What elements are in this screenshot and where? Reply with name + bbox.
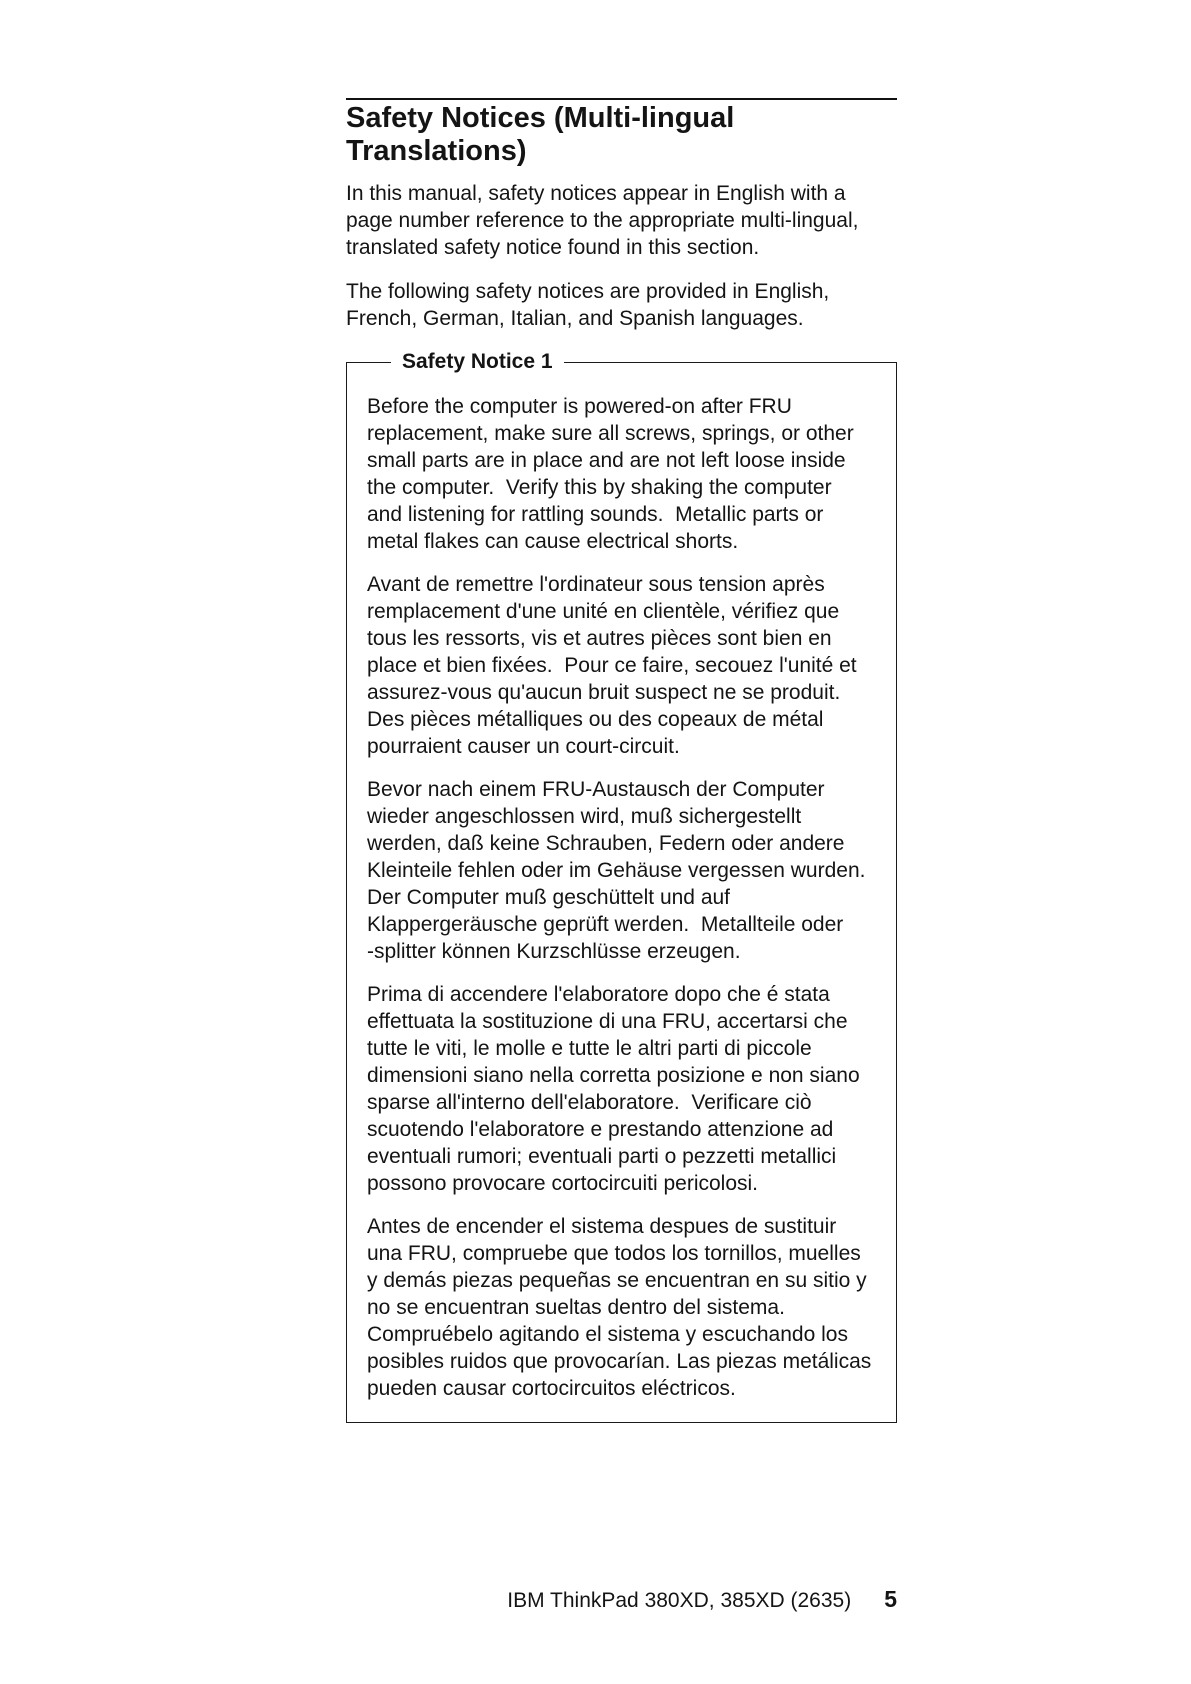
safety-notice-label: Safety Notice 1 [391, 348, 564, 375]
section-top-rule [346, 98, 897, 100]
text-line: replacement, make sure all screws, springs, or other [367, 422, 854, 445]
text-line: tous les ressorts, vis et autres pièces sont bien en [367, 627, 832, 650]
notice-paragraph-italian [367, 981, 880, 1197]
text-line: werden, daß keine Schrauben, Federn oder andere [367, 832, 845, 855]
text-line: tutte le viti, le molle e tutte le altri parti di piccole [367, 1037, 812, 1060]
text-line: y demás piezas pequeñas se encuentran en su sitio y [367, 1269, 867, 1292]
text-line: page number reference to the appropriate multi-lingual, [346, 209, 859, 232]
intro-paragraph [346, 278, 897, 332]
notice-paragraph-german [367, 776, 880, 965]
text-line: -splitter können Kurzschlüsse erzeugen. [367, 940, 741, 963]
safety-notice-box [346, 350, 897, 1423]
page-footer [346, 1586, 897, 1614]
footer-document-title: IBM ThinkPad 380XD, 385XD (2635) [507, 1589, 852, 1612]
text-line: pourraient causer un court-circuit. [367, 735, 680, 758]
notice-paragraph-spanish [367, 1213, 880, 1402]
text-line: Der Computer muß geschüttelt und auf [367, 886, 731, 909]
text-line: Compruébelo agitando el sistema y escuchando los [367, 1323, 848, 1346]
text-line: assurez-vous qu'aucun bruit suspect ne se produit. [367, 681, 841, 704]
text-line: Klappergeräusche geprüft werden. Metallteile oder [367, 913, 844, 936]
text-line: French, German, Italian, and Spanish languages. [346, 307, 804, 330]
notice-paragraph-english [367, 393, 880, 555]
text-line: Bevor nach einem FRU-Austausch der Computer [367, 778, 825, 801]
section-title [346, 102, 897, 168]
section-title-line: Safety Notices (Multi-lingual [346, 102, 735, 134]
text-line: Avant de remettre l'ordinateur sous tension après [367, 573, 825, 596]
text-line: and listening for rattling sounds. Metallic parts or [367, 503, 824, 526]
text-line: metal flakes can cause electrical shorts. [367, 530, 739, 553]
text-line: the computer. Verify this by shaking the computer [367, 476, 832, 499]
text-line: no se encuentran sueltas dentro del sistema. [367, 1296, 785, 1319]
text-line: Before the computer is powered-on after FRU [367, 395, 792, 418]
text-line: dimensioni siano nella corretta posizione e non siano [367, 1064, 860, 1087]
text-line: In this manual, safety notices appear in English with a [346, 182, 846, 205]
text-line: possono provocare cortocircuiti pericolosi. [367, 1172, 759, 1195]
text-line: Prima di accendere l'elaboratore dopo che é stata [367, 983, 830, 1006]
text-line: The following safety notices are provided in English, [346, 280, 830, 303]
page-number: 5 [884, 1586, 897, 1612]
text-line: small parts are in place and are not left loose inside [367, 449, 846, 472]
text-line: translated safety notice found in this section. [346, 236, 760, 259]
text-line: Antes de encender el sistema despues de sustituir [367, 1215, 837, 1238]
text-line: effettuata la sostituzione di una FRU, accertarsi che [367, 1010, 848, 1033]
text-line: remplacement d'une unité en clientèle, vérifiez que [367, 600, 840, 623]
text-line: sparse all'interno dell'elaboratore. Verificare ciò [367, 1091, 812, 1114]
text-line: eventuali rumori; eventuali parti o pezzetti metallici [367, 1145, 837, 1168]
text-line: scuotendo l'elaboratore e prestando attenzione ad [367, 1118, 834, 1141]
text-line: place et bien fixées. Pour ce faire, secouez l'unité et [367, 654, 857, 677]
text-line: Kleinteile fehlen oder im Gehäuse vergessen wurden. [367, 859, 866, 882]
text-line: posibles ruidos que provocarían. Las piezas metálicas [367, 1350, 872, 1373]
section-title-line: Translations) [346, 135, 527, 167]
intro-paragraph [346, 180, 897, 261]
notice-paragraph-french [367, 571, 880, 760]
text-line: wieder angeschlossen wird, muß sichergestellt [367, 805, 802, 828]
text-line: pueden causar cortocircuitos eléctricos. [367, 1377, 736, 1400]
text-line: una FRU, compruebe que todos los tornillos, muelles [367, 1242, 861, 1265]
text-line: Des pièces métalliques ou des copeaux de métal [367, 708, 824, 731]
safety-notice-body [367, 393, 880, 1418]
